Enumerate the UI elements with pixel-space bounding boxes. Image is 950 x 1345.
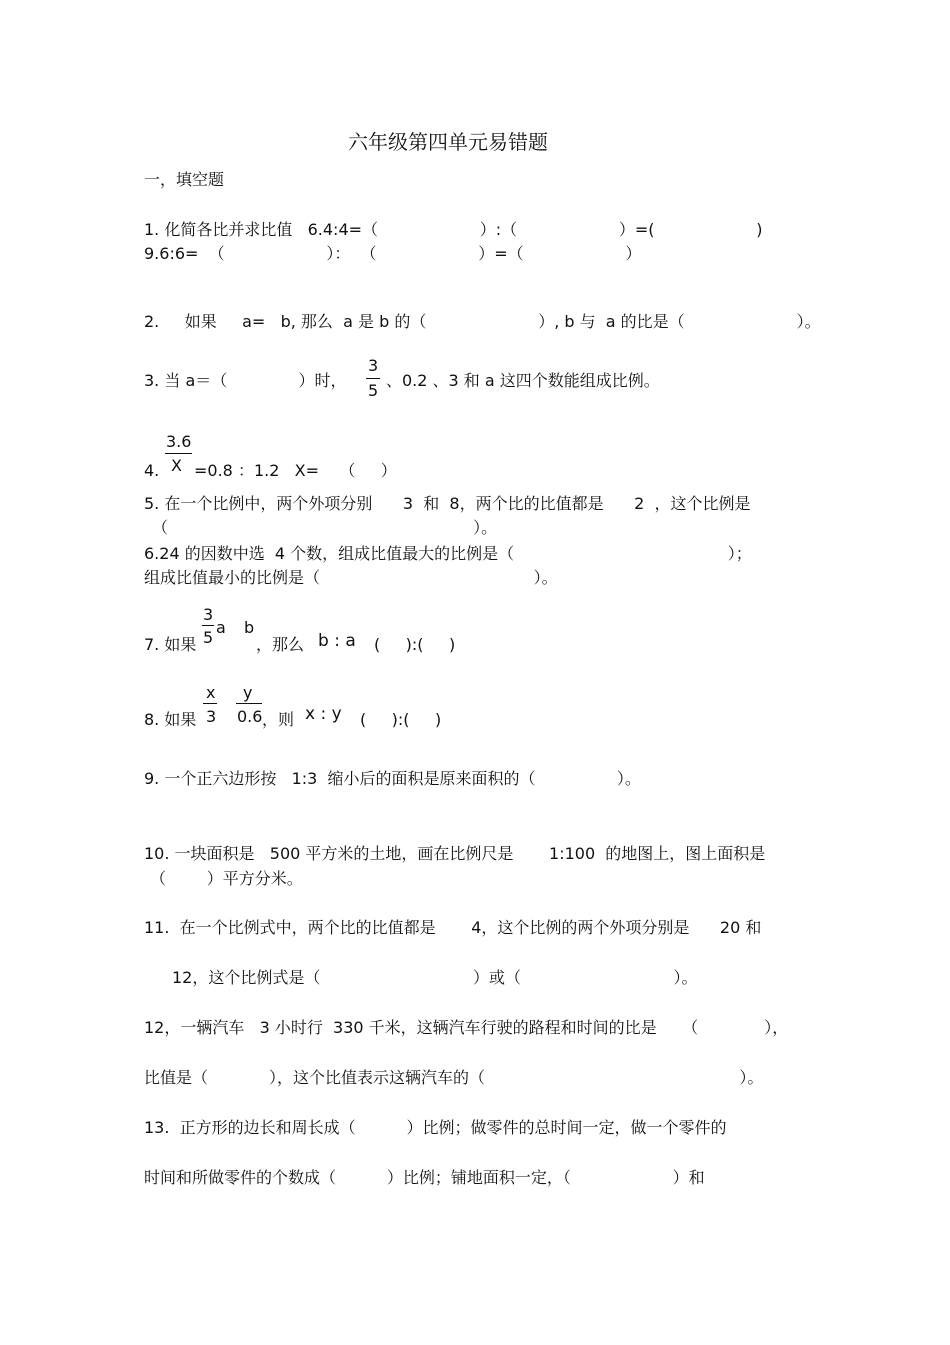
question-11-line-2: 12，这个比例式是（ ）或（ ）。 xyxy=(172,968,698,987)
question-4-fraction-denominator: X xyxy=(171,456,182,475)
question-5-line-1: 5. 在一个比例中，两个外项分别 3 和 8，两个比的比值都是 2 ，这个比例是 xyxy=(144,494,751,513)
question-6-line-2: 组成比值最小的比例是（ ）。 xyxy=(144,568,558,587)
question-3-suffix: 、0.2 、3 和 a 这四个数能组成比例。 xyxy=(386,371,660,390)
question-12-line-2: 比值是（ ），这个比值表示这辆汽车的（ ）。 xyxy=(144,1068,764,1087)
question-4-label: 4. xyxy=(144,461,160,480)
question-8-fraction-1-numerator: x xyxy=(206,683,216,702)
question-5-line-2: （ ）。 xyxy=(152,518,498,537)
question-3-fraction-denominator: 5 xyxy=(368,381,379,400)
question-13-line-2: 时间和所做零件的个数成（ ）比例；铺地面积一定，（ ）和 xyxy=(144,1168,705,1187)
question-12-line-1: 12，一辆汽车 3 小时行 330 千米，这辆汽车行驶的路程和时间的比是 （ ）， xyxy=(144,1018,789,1037)
question-7-fraction-numerator: 3 xyxy=(203,605,214,624)
question-7-middle: ，那么 xyxy=(256,635,305,654)
question-8-fraction-2-numerator: y xyxy=(243,683,253,702)
question-8-ratio: x : y xyxy=(305,704,342,724)
question-7-variable-a: a xyxy=(216,618,226,637)
question-2: 2. 如果 a= b, 那么 a 是 b 的（ ）, b 与 a 的比是（ ）。 xyxy=(144,312,821,331)
question-3-fraction-bar xyxy=(366,378,380,379)
question-7-answer: ( ):( ) xyxy=(374,635,456,654)
question-8-fraction-1-bar xyxy=(203,703,217,704)
question-3-prefix: 3. 当 a＝（ ）时， xyxy=(144,371,347,390)
question-7-fraction-bar xyxy=(202,625,214,626)
question-7-variable-b: b xyxy=(244,618,255,637)
question-1-line-2: 9.6:6= （ ）： （ ）=（ ） xyxy=(144,244,642,263)
question-11-line-1: 11. 在一个比例式中，两个比的比值都是 4，这个比例的两个外项分别是 20 和 xyxy=(144,918,762,937)
question-4-fraction-numerator: 3.6 xyxy=(166,432,192,451)
question-8-fraction-2-denominator: 0.6 xyxy=(237,707,263,726)
question-13-line-1: 13. 正方形的边长和周长成（ ）比例；做零件的总时间一定，做一个零件的 xyxy=(144,1118,727,1137)
question-8-fraction-2-bar xyxy=(236,703,262,704)
question-8-fraction-1-denominator: 3 xyxy=(206,707,217,726)
question-10-line-2: （ ）平方分米。 xyxy=(150,869,303,888)
question-7-fraction-denominator: 5 xyxy=(203,628,214,647)
section-heading: 一，填空题 xyxy=(144,170,225,189)
question-7-prefix: 7. 如果 xyxy=(144,635,197,654)
question-4-suffix: =0.8 ：1.2 X= （ ） xyxy=(194,461,397,480)
question-7-ratio: b : a xyxy=(318,631,356,651)
question-8-prefix: 8. 如果 xyxy=(144,710,197,729)
question-3-fraction-numerator: 3 xyxy=(368,356,379,375)
question-8-middle: ，则 xyxy=(262,710,295,729)
question-4-fraction-bar xyxy=(165,453,192,454)
page-title: 六年级第四单元易错题 xyxy=(348,130,548,154)
question-10-line-1: 10. 一块面积是 500 平方米的土地，画在比例尺是 1:100 的地图上，图上面积是 xyxy=(144,844,766,863)
question-1-line-1: 1. 化简各比并求比值 6.4:4=（ ）:（ ）=( ) xyxy=(144,220,763,239)
question-9: 9. 一个正六边形按 1:3 缩小后的面积是原来面积的（ ）。 xyxy=(144,769,641,788)
question-6-line-1: 6.24 的因数中选 4 个数，组成比值最大的比例是（ ）； xyxy=(144,544,752,563)
question-8-answer: ( ):( ) xyxy=(360,710,442,729)
